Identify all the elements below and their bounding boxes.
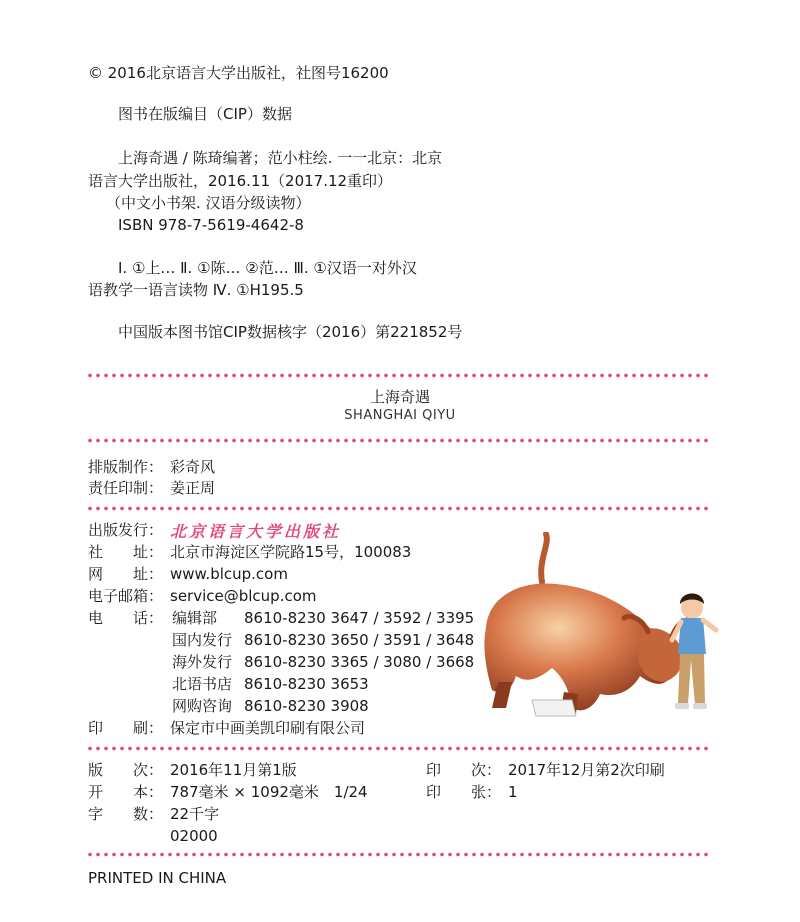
printed-in-china: PRINTED IN CHINA [88, 869, 227, 887]
printer-label: 印 刷： [88, 719, 164, 737]
print-run-label: 印 次： [426, 761, 502, 779]
cip-line-5: Ⅰ. ①上… Ⅱ. ①陈… ②范… Ⅲ. ①汉语一对外汉 [118, 259, 417, 277]
address-value: 北京市海淀区学院路15号，100083 [170, 543, 412, 561]
sheets-label: 印 张： [426, 783, 502, 801]
email-value[interactable]: service@blcup.com [170, 587, 317, 605]
phone-dept: 国内发行 [172, 631, 233, 649]
bull-and-girl-illustration [472, 532, 732, 722]
cip-number: 中国版本图书馆CIP数据核字（2016）第221852号 [118, 323, 463, 341]
price-code: 02000 [170, 827, 218, 845]
phone-dept: 网购咨询 [172, 697, 233, 715]
book-title: 上海奇遇 [369, 388, 430, 406]
typesetting-label: 排版制作： [88, 458, 164, 476]
cip-line-3: （中文小书架. 汉语分级读物） [106, 194, 311, 212]
phone-number: 8610-8230 3647 / 3592 / 3395 [244, 609, 475, 627]
divider [86, 746, 710, 751]
divider [86, 506, 710, 511]
phone-number: 8610-8230 3908 [244, 697, 369, 715]
phone-dept: 海外发行 [172, 653, 233, 671]
edition-label: 版 次： [88, 761, 164, 779]
format-label: 开 本： [88, 783, 164, 801]
print-run-value: 2017年12月第2次印刷 [508, 761, 665, 779]
web-label: 网 址： [88, 565, 164, 583]
phone-dept: 编辑部 [172, 609, 218, 627]
phone-number: 8610-8230 3653 [244, 675, 369, 693]
bull-tail [541, 534, 547, 582]
divider [86, 438, 710, 443]
format-value: 787毫米 × 1092毫米 1/24 [170, 783, 368, 801]
divider [86, 852, 710, 857]
phone-number: 8610-8230 3365 / 3080 / 3668 [244, 653, 475, 671]
cip-line-6: 语教学一语言读物 Ⅳ. ①H195.5 [88, 281, 304, 299]
statue-base [532, 700, 576, 716]
printer-value: 保定市中画美凯印刷有限公司 [170, 719, 366, 737]
publisher-logo-text: 北京语言大学出版社 [170, 522, 342, 541]
cip-line-1: 上海奇遇 / 陈琦编著；范小柱绘. 一一北京：北京 [118, 149, 443, 167]
publisher-label: 出版发行： [88, 521, 164, 539]
sheets-value: 1 [508, 783, 518, 801]
cip-line-2: 语言大学出版社，2016.11（2017.12重印） [88, 172, 393, 190]
phone-label: 电 话： [88, 609, 164, 627]
phone-dept: 北语书店 [172, 675, 233, 693]
book-pinyin: SHANGHAI QIYU [344, 408, 456, 423]
typesetting-value: 彩奇风 [170, 458, 216, 476]
divider [86, 373, 710, 378]
print-supervisor-label: 责任印制： [88, 479, 164, 497]
word-count-value: 22千字 [170, 805, 220, 823]
phone-number: 8610-8230 3650 / 3591 / 3648 [244, 631, 475, 649]
address-label: 社 址： [88, 543, 164, 561]
copyright-line: © 2016北京语言大学出版社，社图号16200 [88, 64, 389, 82]
email-label: 电子邮箱： [88, 587, 164, 605]
edition-value: 2016年11月第1版 [170, 761, 297, 779]
cip-heading: 图书在版编目（CIP）数据 [118, 105, 292, 123]
print-supervisor-value: 姜正周 [170, 479, 216, 497]
cip-isbn: ISBN 978-7-5619-4642-8 [118, 216, 304, 234]
girl-figure [672, 594, 716, 710]
web-value[interactable]: www.blcup.com [170, 565, 288, 583]
word-count-label: 字 数： [88, 805, 164, 823]
